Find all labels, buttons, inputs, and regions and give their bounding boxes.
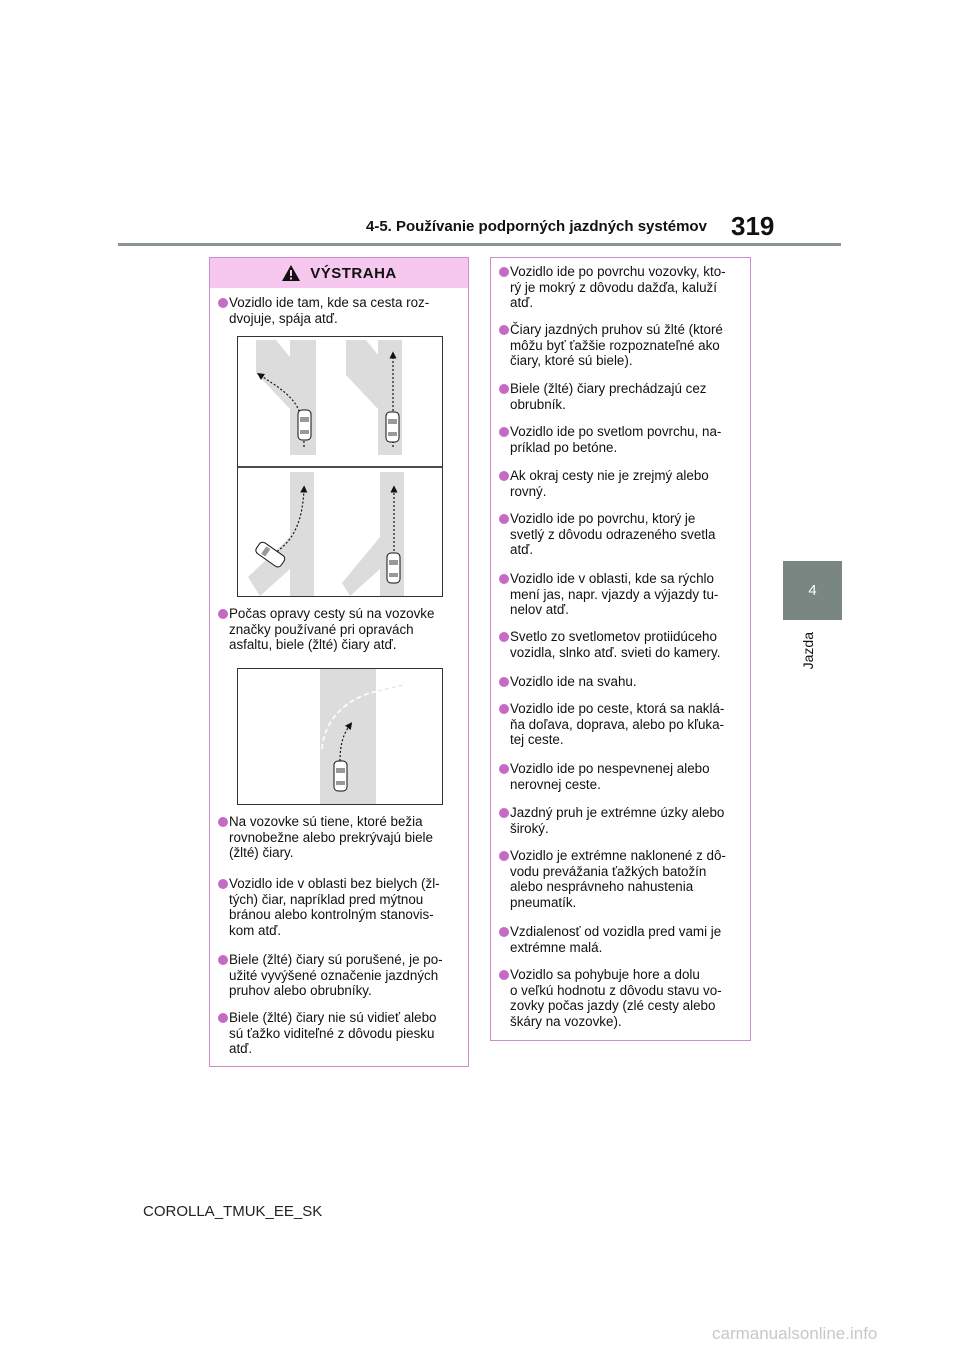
list-item bbox=[218, 1010, 462, 1057]
list-item bbox=[499, 805, 744, 836]
figure-road-repair bbox=[237, 668, 443, 805]
list-item bbox=[499, 674, 744, 690]
bullet-icon bbox=[499, 427, 509, 437]
list-item bbox=[499, 381, 744, 412]
bullet-icon bbox=[499, 514, 509, 524]
list-item bbox=[499, 848, 744, 910]
section-title: 4-5. Používanie podporných jazdných systémov bbox=[366, 218, 707, 235]
list-item bbox=[499, 761, 744, 792]
item-text: Vozidlo ide na svahu. bbox=[510, 674, 637, 689]
item-text: Vozidlo ide v oblasti bez bielych (žl- tých) čiar, napríklad pred mýtnou bránou alebo kontrolným stanovis- kom atď. bbox=[229, 876, 440, 938]
bullet-icon bbox=[499, 267, 509, 277]
list-item bbox=[218, 952, 462, 999]
item-text: Biele (žlté) čiary nie sú vidieť alebo sú ťažko viditeľné z dôvodu piesku atď. bbox=[229, 1010, 437, 1057]
warning-box-left bbox=[209, 257, 469, 1067]
bullet-icon bbox=[499, 808, 509, 818]
item-text: Ak okraj cesty nie je zrejmý alebo rovný. bbox=[510, 468, 709, 499]
list-item bbox=[499, 468, 744, 499]
warning-header bbox=[210, 258, 468, 288]
item-text: Počas opravy cesty sú na vozovke značky používané pri opravách asfaltu, biele (žlté) čiary atď. bbox=[229, 606, 435, 653]
list-item bbox=[499, 924, 744, 955]
item-text: Vozidlo sa pohybuje hore a dolu o veľkú hodnotu z dôvodu stavu vo- zovky počas jazdy (zlé cesty alebo škáry na vozovke). bbox=[510, 967, 722, 1029]
bullet-icon bbox=[499, 574, 509, 584]
bullet-icon bbox=[499, 471, 509, 481]
page-number: 319 bbox=[731, 211, 775, 241]
watermark: carmanualsonline.info bbox=[712, 1324, 878, 1343]
list-item bbox=[499, 571, 744, 618]
bullet-icon bbox=[218, 955, 228, 965]
bullet-icon bbox=[499, 851, 509, 861]
warning-triangle-icon bbox=[281, 264, 301, 282]
bullet-icon bbox=[218, 817, 228, 827]
warning-box-right bbox=[490, 257, 751, 1041]
list-item bbox=[218, 814, 462, 861]
bullet-icon bbox=[218, 1013, 228, 1023]
item-text: Vozidlo ide po nespevnenej alebo nerovnej ceste. bbox=[510, 761, 710, 792]
car-icon bbox=[334, 761, 347, 791]
footer-code: COROLLA_TMUK_EE_SK bbox=[143, 1203, 323, 1220]
car-icon bbox=[386, 412, 399, 442]
list-item bbox=[218, 606, 462, 653]
list-item bbox=[499, 511, 744, 558]
bullet-icon bbox=[218, 298, 228, 308]
warning-title: VÝSTRAHA bbox=[310, 264, 397, 282]
bullet-icon bbox=[499, 677, 509, 687]
bullet-icon bbox=[218, 879, 228, 889]
chapter-label: Jazda bbox=[800, 632, 816, 670]
bullet-icon bbox=[218, 609, 228, 619]
item-text: Vozidlo je extrémne naklonené z dô- vodu prevážania ťažkých batožín alebo nesprávneho nahustenia pneumatík. bbox=[510, 848, 726, 910]
item-text: Vozidlo ide po svetlom povrchu, na- príklad po betóne. bbox=[510, 424, 722, 455]
list-item bbox=[499, 424, 744, 455]
item-text: Vozidlo ide po ceste, ktorá sa naklá- ňa doľava, doprava, alebo po kľuka- tej ceste. bbox=[510, 701, 725, 748]
figure-road-split bbox=[237, 336, 443, 597]
list-item bbox=[499, 629, 744, 660]
item-text: Vozidlo ide v oblasti, kde sa rýchlo mení jas, napr. vjazdy a výjazdy tu- nelov atď. bbox=[510, 571, 719, 618]
bullet-icon bbox=[499, 704, 509, 714]
item-text: Vozidlo ide tam, kde sa cesta roz- dvojuje, spája atď. bbox=[229, 295, 430, 326]
list-item bbox=[499, 967, 744, 1029]
list-item bbox=[499, 701, 744, 748]
list-item bbox=[499, 322, 744, 369]
car-icon bbox=[298, 410, 311, 440]
item-text: Na vozovke sú tiene, ktoré bežia rovnobežne alebo prekrývajú biele (žlté) čiary. bbox=[229, 814, 433, 861]
list-item bbox=[218, 876, 462, 938]
bullet-icon bbox=[499, 632, 509, 642]
bullet-icon bbox=[499, 384, 509, 394]
header-rule bbox=[118, 243, 841, 246]
chapter-tab: 4 bbox=[783, 561, 842, 620]
item-text: Jazdný pruh je extrémne úzky alebo široký. bbox=[510, 805, 725, 836]
item-text: Svetlo zo svetlometov protiidúceho vozidla, slnko atď. svieti do kamery. bbox=[510, 629, 721, 660]
item-text: Vozidlo ide po povrchu, ktorý je svetlý z dôvodu odrazeného svetla atď. bbox=[510, 511, 716, 558]
bullet-icon bbox=[499, 325, 509, 335]
bullet-icon bbox=[499, 970, 509, 980]
bullet-icon bbox=[499, 927, 509, 937]
item-text: Biele (žlté) čiary prechádzajú cez obrubník. bbox=[510, 381, 707, 412]
item-text: Biele (žlté) čiary sú porušené, je po- užité vyvýšené označenie jazdných pruhov alebo obrubníky. bbox=[229, 952, 443, 999]
bullet-icon bbox=[499, 764, 509, 774]
car-icon bbox=[387, 553, 400, 583]
list-item bbox=[499, 264, 744, 311]
list-item bbox=[218, 295, 462, 326]
item-text: Čiary jazdných pruhov sú žlté (ktoré môžu byť ťažšie rozpoznateľné ako čiary, ktoré sú biele). bbox=[510, 322, 723, 369]
item-text: Vzdialenosť od vozidla pred vami je extrémne malá. bbox=[510, 924, 722, 955]
item-text: Vozidlo ide po povrchu vozovky, kto- rý je mokrý z dôvodu dažďa, kaluží atď. bbox=[510, 264, 726, 311]
